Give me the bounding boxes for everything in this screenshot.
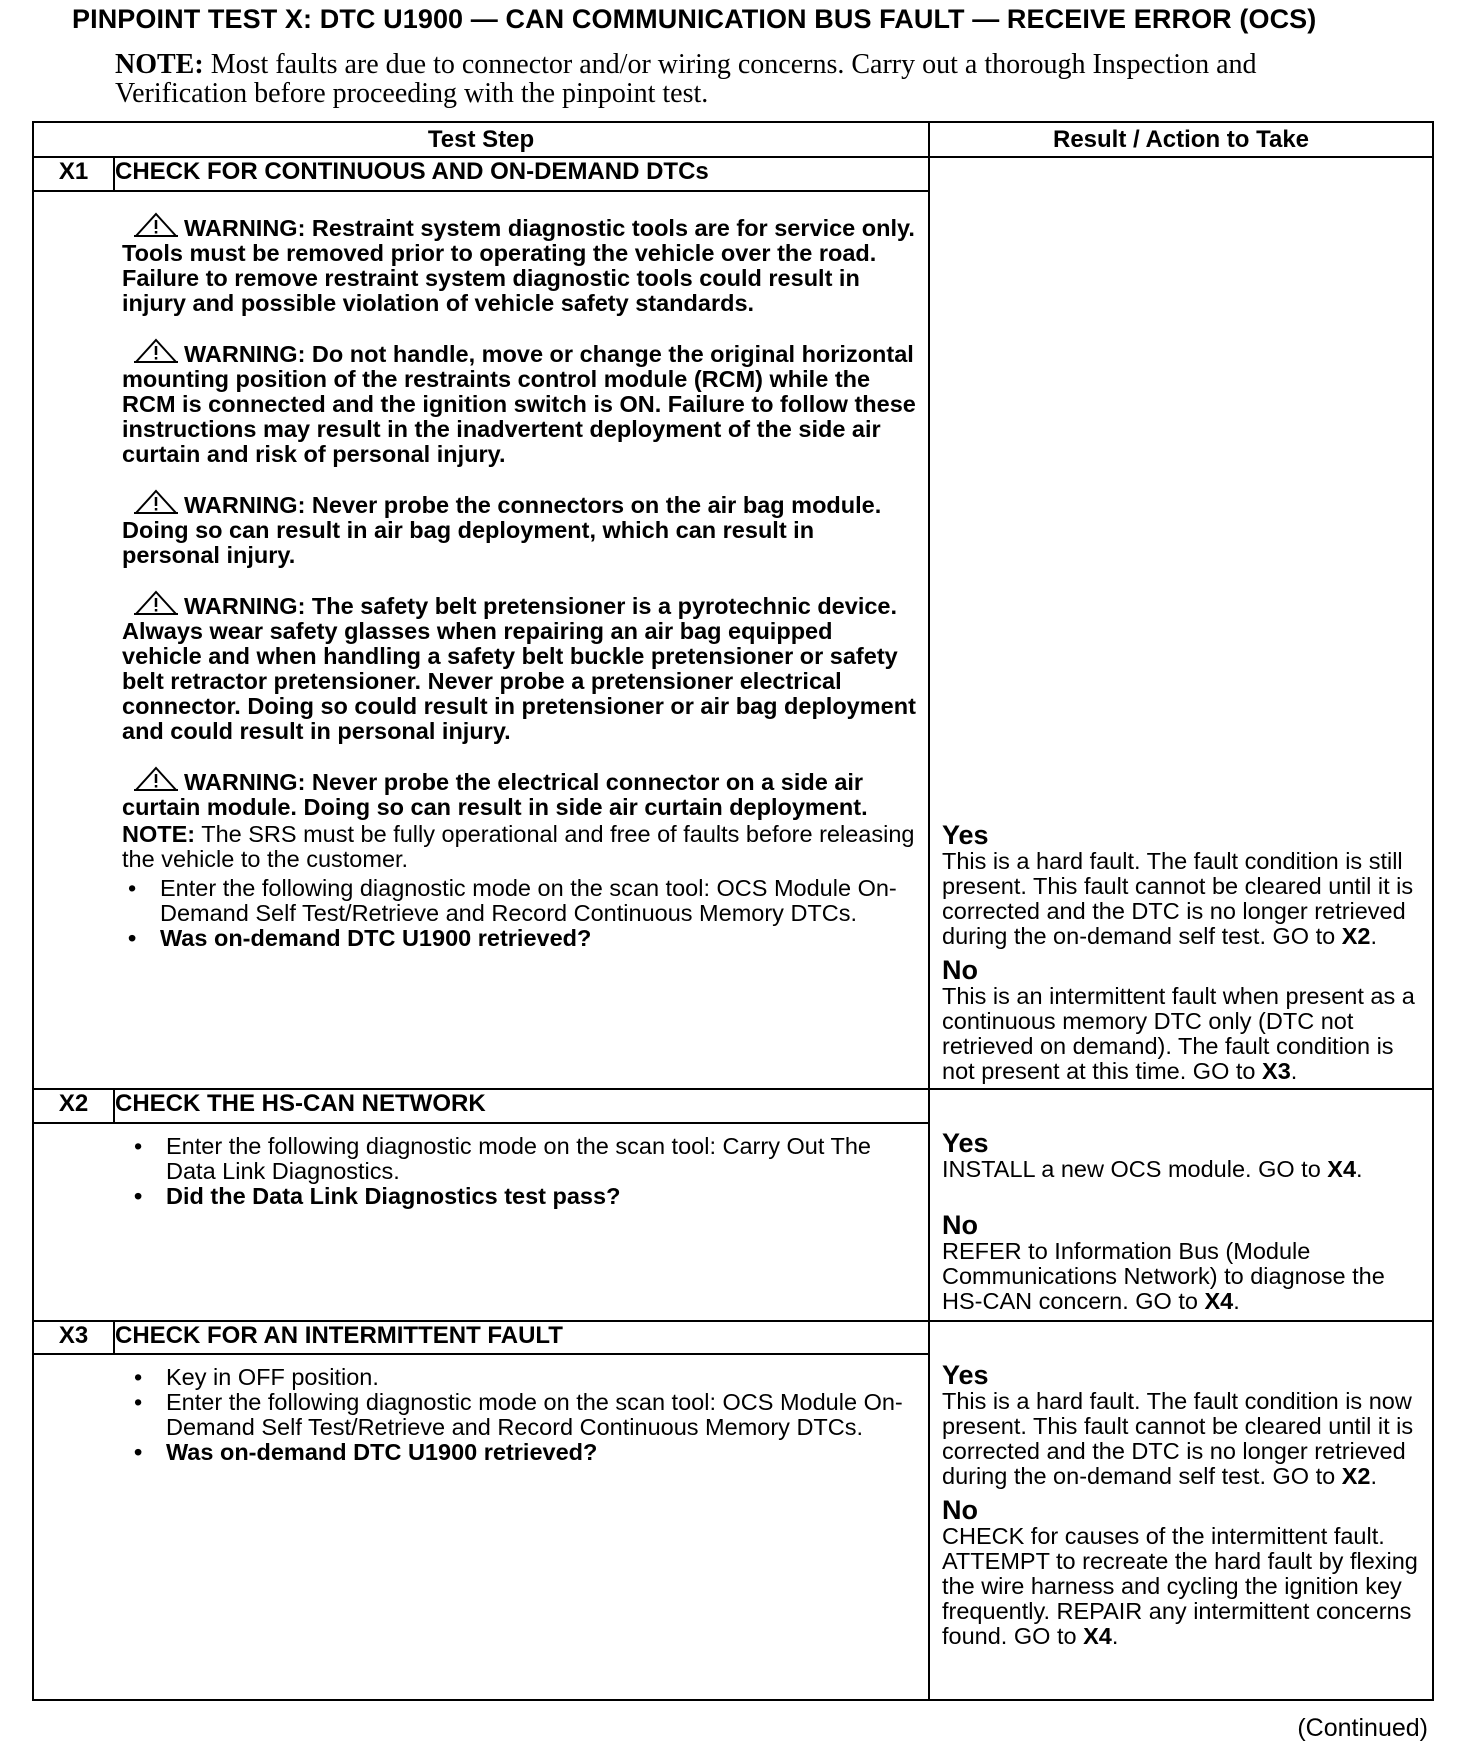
- step-question: • Was on-demand DTC U1900 retrieved?: [128, 1440, 918, 1465]
- srs-note: NOTE: The SRS must be fully operational and free of faults before releasing the vehicle to the customer.: [122, 820, 915, 872]
- warning-triangle-icon: [134, 590, 178, 616]
- step-id: X3: [33, 1321, 114, 1354]
- yes-goto: X4: [1327, 1156, 1357, 1183]
- table-header-row: [33, 122, 1433, 157]
- list-item: • Key in OFF position.: [128, 1365, 918, 1390]
- yes-goto: X2: [1341, 1462, 1371, 1489]
- step-x1-instructions: [122, 876, 918, 951]
- step-id: X2: [33, 1089, 114, 1122]
- warning-1: WARNING: Restraint system diagnostic tools are for service only. Tools must be removed prior to operating the vehicle over the road. Failure to remove restraint system diagnostic tools could result in injury and possible violation of vehicle safety standards.: [122, 212, 918, 316]
- no-goto: X3: [1262, 1058, 1291, 1085]
- no-goto: X4: [1204, 1288, 1234, 1315]
- yes-action: This is a hard fault. The fault condition is still present. This fault cannot be cleared until it is corrected and the DTC is no longer retrieved during the on-demand self test. GO to X2.: [942, 848, 1414, 950]
- step-x3-details: [33, 1354, 929, 1700]
- warning-triangle-icon: [134, 489, 178, 515]
- no-goto: X4: [1083, 1622, 1112, 1649]
- step-question: • Did the Data Link Diagnostics test pass?: [128, 1184, 918, 1209]
- no-label: No: [942, 955, 978, 986]
- page-title: PINPOINT TEST X: DTC U1900 — CAN COMMUNICATION BUS FAULT — RECEIVE ERROR (OCS): [72, 4, 1317, 34]
- step-x1-header: [33, 157, 1433, 190]
- no-action: This is an intermittent fault when present as a continuous memory DTC only (DTC not retrieved on demand). The fault condition is not present at this time. GO to X3.: [942, 983, 1415, 1085]
- step-x2-header: [33, 1089, 1433, 1122]
- header-test-step: Test Step: [33, 122, 929, 157]
- no-label: No: [942, 1494, 978, 1525]
- yes-label: Yes: [942, 820, 989, 851]
- intro-note-text: Most faults are due to connector and/or wiring concerns. Carry out a thorough Inspection and Verification before proceeding with the pinpoint test.: [115, 49, 1257, 109]
- warning-triangle-icon: [134, 212, 178, 238]
- yes-action: This is a hard fault. The fault condition is now present. This fault cannot be cleared until it is corrected and the DTC is no longer retrieved during the on-demand self test. GO to X2.: [942, 1387, 1414, 1489]
- step-x3-instructions: [128, 1365, 918, 1465]
- list-item: • Enter the following diagnostic mode on the scan tool: OCS Module On-Demand Self Test/Retrieve and Record Continuous Memory DTCs.: [128, 1390, 918, 1440]
- header-result: Result / Action to Take: [929, 122, 1433, 157]
- srs-note-label: NOTE:: [122, 820, 196, 847]
- step-x1-result: [929, 157, 1433, 1089]
- yes-goto: X2: [1341, 923, 1371, 950]
- step-title: CHECK THE HS-CAN NETWORK: [114, 1089, 929, 1122]
- step-id: X1: [33, 157, 114, 190]
- intro-note: [115, 50, 1265, 108]
- step-title: CHECK FOR AN INTERMITTENT FAULT: [114, 1321, 929, 1354]
- step-title: CHECK FOR CONTINUOUS AND ON-DEMAND DTCs: [114, 157, 929, 190]
- yes-label: Yes: [942, 1359, 989, 1390]
- yes-label: Yes: [942, 1128, 989, 1159]
- continued-label: (Continued): [1297, 1714, 1428, 1742]
- warning-2: WARNING: Do not handle, move or change the original horizontal mounting position of the restraints control module (RCM) while the RCM is connected and the ignition switch is ON. Failure to follow these instructions may result in the inadvertent deployment of the side air curtain and risk of personal injury.: [122, 338, 918, 467]
- warning-triangle-icon: [134, 766, 178, 792]
- warning-5: WARNING: Never probe the electrical connector on a side air curtain module. Doing so can result in side air curtain deployment.: [122, 766, 918, 820]
- warning-3: WARNING: Never probe the connectors on the air bag module. Doing so can result in air bag deployment, which can result in personal injury.: [122, 489, 918, 568]
- no-action: CHECK for causes of the intermittent fault. ATTEMPT to recreate the hard fault by flexing the wire harness and cycling the ignition key frequently. REPAIR any intermittent concerns found. GO to X4.: [942, 1522, 1418, 1649]
- step-x1-details: [33, 191, 929, 1090]
- pinpoint-table: [32, 121, 1434, 1701]
- no-action: REFER to Information Bus (Module Communications Network) to diagnose the HS-CAN concern. GO to X4.: [942, 1238, 1385, 1315]
- step-x2-result: [929, 1089, 1433, 1320]
- yes-action: INSTALL a new OCS module. GO to X4.: [942, 1156, 1363, 1183]
- step-x3-header: [33, 1321, 1433, 1354]
- step-x2-instructions: [128, 1134, 918, 1209]
- list-item: • Enter the following diagnostic mode on the scan tool: OCS Module On-Demand Self Test/Retrieve and Record Continuous Memory DTCs.: [122, 876, 918, 926]
- step-x2-details: [33, 1123, 929, 1321]
- step-x3-result: [929, 1321, 1433, 1700]
- step-question: • Was on-demand DTC U1900 retrieved?: [122, 926, 918, 951]
- no-label: No: [942, 1210, 978, 1241]
- warning-triangle-icon: [134, 338, 178, 364]
- warning-4: WARNING: The safety belt pretensioner is a pyrotechnic device. Always wear safety glasses when repairing an air bag equipped vehicle and when handling a safety belt buckle pretensioner or safety belt retractor pretensioner. Never probe a pretensioner electrical connector. Doing so could result in pretensioner or air bag deployment and could result in personal injury.: [122, 590, 918, 744]
- intro-note-label: NOTE:: [115, 49, 204, 80]
- list-item: • Enter the following diagnostic mode on the scan tool: Carry Out The Data Link Diagnostics.: [128, 1134, 918, 1184]
